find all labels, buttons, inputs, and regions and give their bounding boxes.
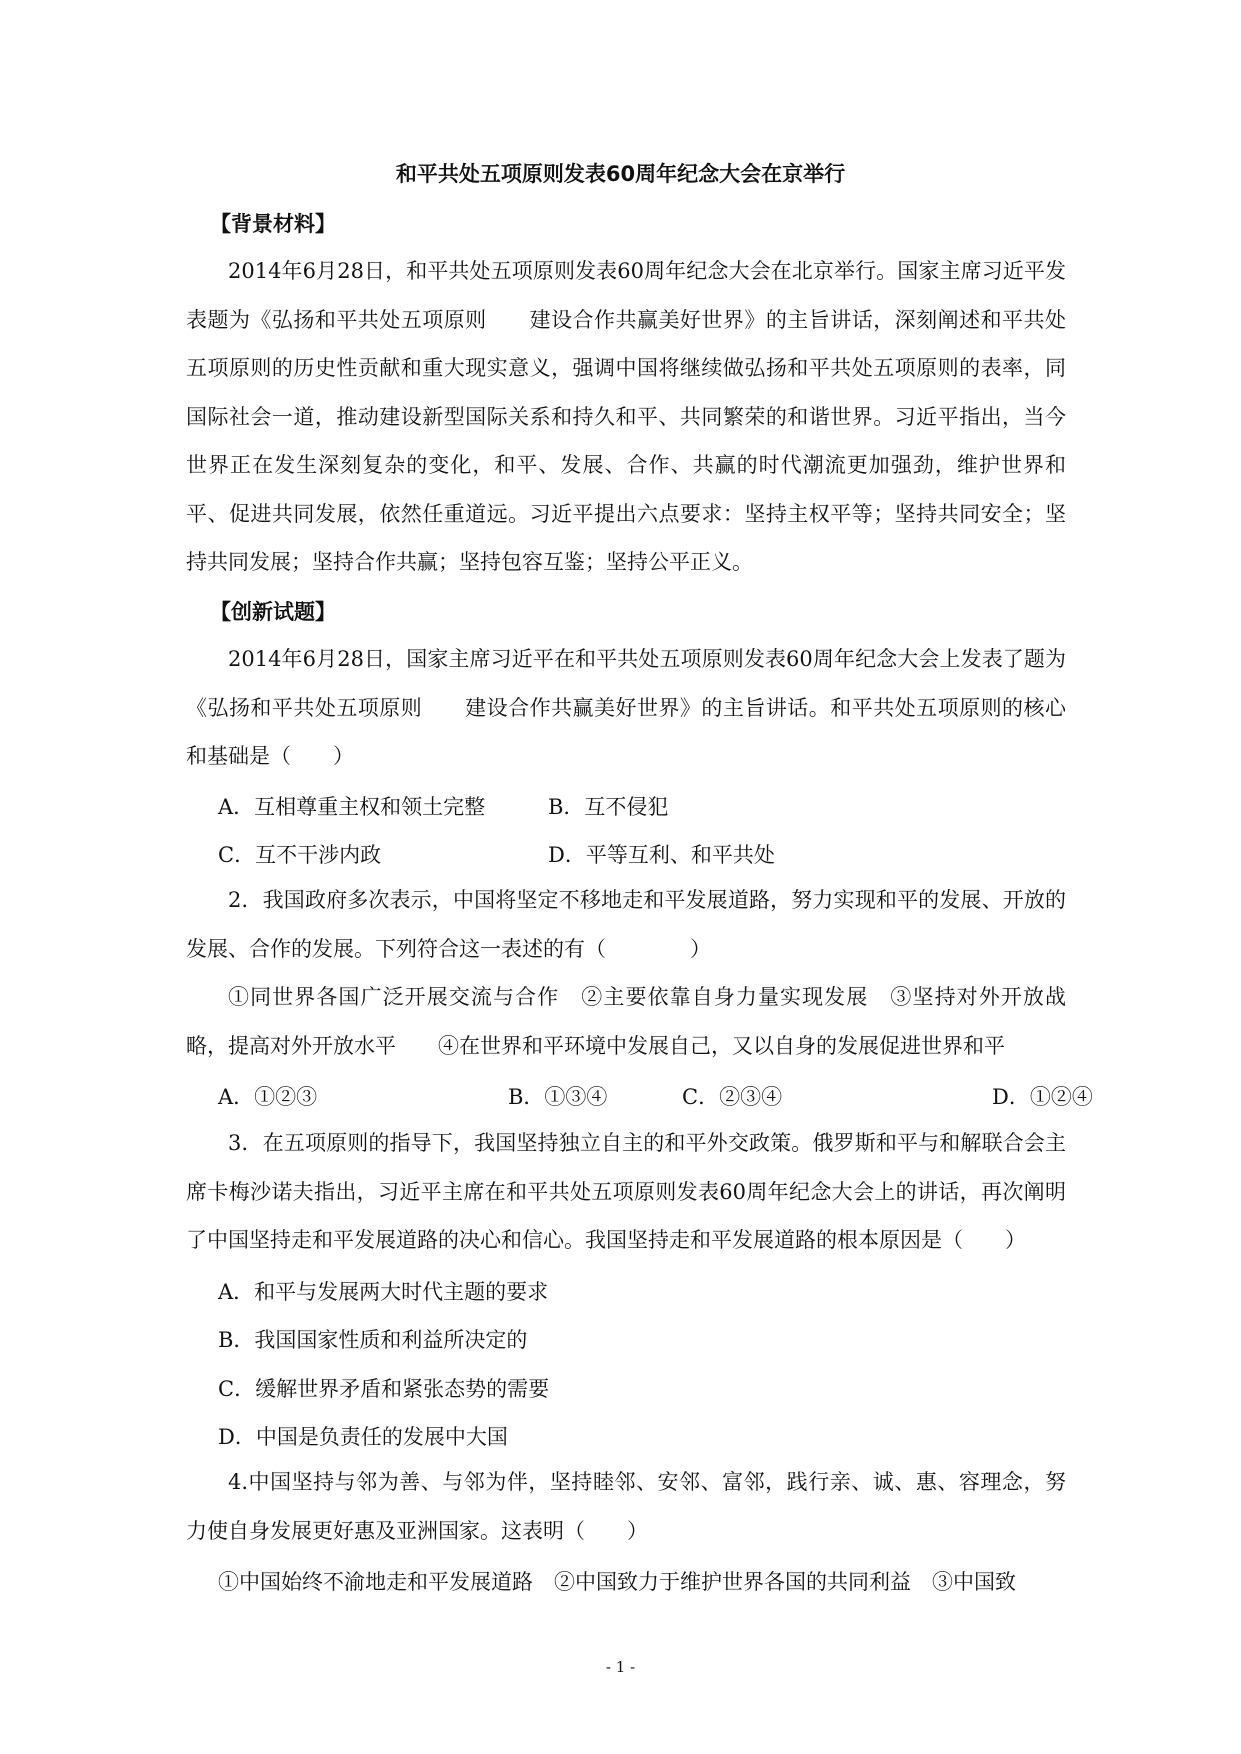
question-3-stem: 3．在五项原则的指导下，我国坚持独立自主的和平外交政策。俄罗斯和平与和解联合会主席卡梅沙诺夫指出，习近平主席在和平共处五项原则发表60周年纪念大会上的讲话，再次阐明了中国坚持走和平发展道路的决心和信心。我国坚持走和平发展道路的根本原因是（ ） (186, 1131, 1066, 1252)
question-4-stem: 4.中国坚持与邻为善、与邻为伴，坚持睦邻、安邻、富邻，践行亲、诚、惠、容理念，努力使自身发展更好惠及亚洲国家。这表明（ ） (186, 1470, 1066, 1543)
question-3-option-d: D．中国是负责任的发展中大国 (218, 1425, 508, 1449)
question-1-option-c: C．互不干涉内政 (218, 843, 382, 867)
background-paragraph (186, 247, 1066, 587)
document-title: 和平共处五项原则发表60周年纪念大会在京举行 (395, 162, 846, 186)
question-3-option-a: A．和平与发展两大时代主题的要求 (218, 1280, 549, 1304)
question-1-option-d: D．平等互利、和平共处 (548, 843, 775, 867)
question-2-option-c: C．②③④ (682, 1085, 783, 1109)
questions-heading: 【创新试题】 (210, 600, 336, 624)
question-2-option-d: D．①②④ (992, 1085, 1093, 1109)
question-4 (186, 1458, 1066, 1555)
question-2-option-b: B．①③④ (508, 1085, 608, 1109)
page-number: - 1 - (605, 1658, 636, 1676)
question-2-stem: 2．我国政府多次表示，中国将坚定不移地走和平发展道路，努力实现和平的发展、开放的发展、合作的发展。下列符合这一表述的有（ ） (186, 888, 1066, 961)
question-1-option-b: B．互不侵犯 (548, 795, 669, 819)
question-2-items: ①同世界各国广泛开展交流与合作 ②主要依靠自身力量实现发展 ③坚持对外开放战略，提高对外开放水平 ④在世界和平环境中发展自己，又以自身的发展促进世界和平 (186, 985, 1066, 1058)
question-3 (186, 1119, 1066, 1265)
question-1 (186, 635, 1066, 781)
question-3-option-b: B．我国国家性质和利益所决定的 (218, 1328, 528, 1352)
background-heading: 【背景材料】 (210, 212, 336, 236)
question-3-option-c: C．缓解世界矛盾和紧张态势的需要 (218, 1377, 550, 1401)
question-1-option-a: A．互相尊重主权和领土完整 (218, 795, 486, 819)
background-text: 2014年6月28日，和平共处五项原则发表60周年纪念大会在北京举行。国家主席习近平发表题为《弘扬和平共处五项原则 建设合作共赢美好世界》的主旨讲话，深刻阐述和平共处五项原则的历史性贡献和重大现实意义，强调中国将继续做弘扬和平共处五项原则的表率，同国际社会一道，推动建设新型国际关系和持久和平、共同繁荣的和谐世界。习近平指出，当今世界正在发生深刻复杂的变化，和平、发展、合作、共赢的时代潮流更加强劲，维护世界和平、促进共同发展，依然任重道远。习近平提出六点要求：坚持主权平等；坚持共同安全；坚持共同发展；坚持合作共赢；坚持包容互鉴；坚持公平正义。 (186, 259, 1066, 574)
question-4-items: ①中国始终不渝地走和平发展道路 ②中国致力于维护世界各国的共同利益 ③中国致 (218, 1570, 1016, 1594)
question-1-stem: 2014年6月28日，国家主席习近平在和平共处五项原则发表60周年纪念大会上发表了题为《弘扬和平共处五项原则 建设合作共赢美好世界》的主旨讲话。和平共处五项原则的核心和基础是（ ） (186, 647, 1066, 768)
question-2-option-a: A．①②③ (218, 1085, 318, 1109)
question-2 (186, 876, 1066, 1070)
